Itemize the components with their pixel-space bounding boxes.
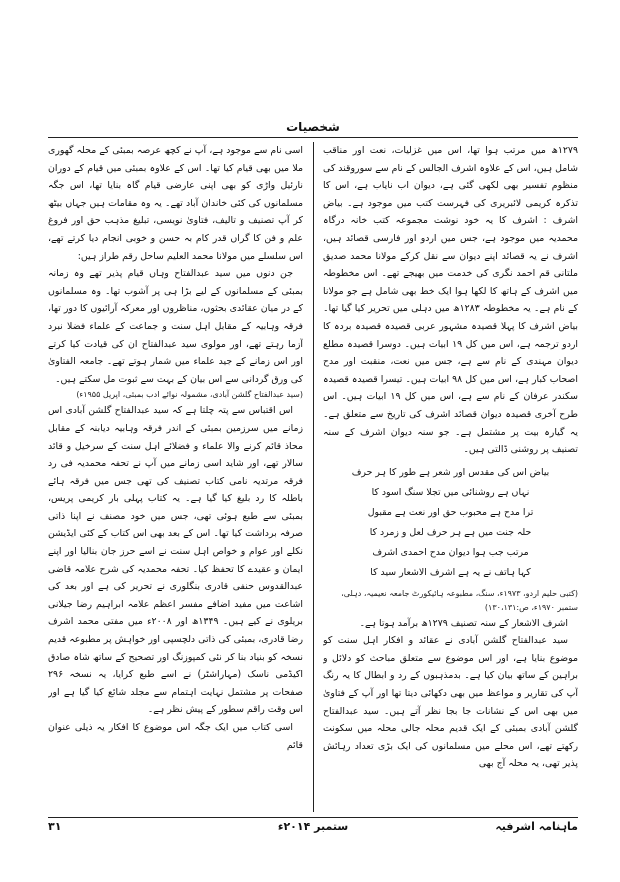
left-col-citation: (سید عبدالفتاح گلشن آبادی، مشمولہ نوائے ادب بمبئی، اپریل ۱۹۵۵ء)	[76, 390, 303, 400]
poem-line: حلہ جنت میں ہے ہر حرف لعل و زمرد کا	[369, 526, 532, 538]
poem-line: مرتب جب ہوا دیوان مدح احمدی اشرف	[372, 546, 529, 558]
footer-rule	[48, 817, 578, 818]
right-col-citation: (کتبی حلیم اردو، ۱۹۷۳ء، سنگ، مطبوعہ ہائیکورٹ جامعہ نعیمیہ، دہلی، ستمبر ۱۹۷۰ء، ص:۱۳۰،۱۳۱)	[341, 588, 578, 612]
poem-block	[323, 463, 578, 583]
column-divider	[313, 142, 314, 812]
poem-line: بیاض اس کی مقدس اور شعر ہے طور کا ہر حرف	[351, 466, 550, 478]
magazine-name: ماہنامہ اشرفیہ	[495, 820, 578, 833]
header-rule	[48, 137, 578, 138]
page-footer	[48, 820, 578, 838]
right-col-paragraph-1: ۱۲۷۹ھ میں مرتب ہوا تھا، اس میں غزلیات، نعت اور مناقب شامل ہیں، اس کے علاوہ اشرف الجالس کے نام سے سوروقند کی منظوم تفسیر بھی لکھی گئی ہے، دیوان اب نایاب ہے، اس کا تذکرہ کریمی لائبریری کی فہرست کتب میں موجود ہے۔ بیاض اشرف : اشرف کا یہ خود نوشت مجموعہ کتب خانہ درگاہ محمدیہ میں موجود ہے، جس میں اردو اور فارسی قصائد ہیں، اشرف نے یہ قصائد اپنے دیوان سے نقل کرکے مولانا محمد صدیق ملتانی قم احمد نگری کی خدمت میں بھیجے تھے۔ اس مخطوطہ میں اشرف کے ہاتھ کا لکھا ہوا ایک خط بھی شامل ہے جو مولانا کے نام ہے۔ یہ مخطوطہ ۱۲۸۳ھ میں دہلی میں تحریر کیا گیا تھا۔ بیاض اشرف کا پہلا قصیدہ مشہور عربی قصیدہ قصیدہ بردہ کا اردو ترجمہ ہے، اس میں کل ۱۹ ابیات ہیں۔ دوسرا قصیدہ مطلع دیوان مہندی کے نام سے ہے، جس میں نعت، منقبت اور مدح اصحاب کبار ہے، اس میں کل ۹۸ ابیات ہیں۔ تیسرا قصیدہ قصیدہ سکندر عرفان کے نام سے ہے، اس میں کل ۱۹ ابیات ہیں۔ اس طرح آخری قصیدہ دیوان قصائد اشرف کی تاریخ سے متعلق ہے۔ یہ گیارہ بیت پر مشتمل ہے۔ جو سنہ دیوان اشرف کے سنہ تصنیف پر روشنی ڈالتی ہیں۔	[323, 145, 578, 456]
page-header-title: شخصیات	[286, 120, 340, 134]
left-col-paragraph-1: اسی نام سے موجود ہے، آپ نے کچھ عرصہ بمبئی کے محلہ گھوری ملا میں بھی قیام کیا تھا۔ اس کے علاوہ بمبئی میں قیام کے دوران نارئیل واڑی کو بھی اپنی عارضی قیام گاہ بنایا تھا، اس جگہ مسلمانوں کی کئی خاندان آباد تھے۔ یہ وہ مقامات ہیں جہاں بیٹھ کر آپ تصنیف و تالیف، فتاویٰ نویسی، تبلیغ مذہب حق اور فروغ علم و فن کا گراں قدر کام بہ حسن و خوبی انجام دیا کرتے تھے، اس سلسلے میں مولانا محمد العلیم ساحل رقم طراز ہیں:	[48, 145, 303, 262]
right-column	[323, 142, 578, 812]
left-column	[48, 142, 303, 812]
right-col-paragraph-2: اشرف الاشعار کے سنہ تصنیف ۱۲۷۹ھ برآمد ہوتا ہے۔	[359, 617, 568, 629]
left-col-paragraph-3: اس اقتباس سے پتہ چلتا ہے کہ سید عبدالفتاح گلشن آبادی اس زمانے میں سرزمین بمبئی کے اندر فرقہ وہابیہ دیابنہ کے مقابل محاذ قائم کرنے والا علماء و فضلائے اہل سنت کے سرخیل و قائد سالار تھے، اور شاید اسی زمانے میں آپ نے تحفہ محمدیہ فی رد فرقہ مرتدیہ نامی کتاب تصنیف کی تھی جس میں فرقہ ہائے باطلہ کا رد بلیغ کیا گیا ہے۔ یہ کتاب پہلی بار کریمی پریس، بمبئی سے طبع ہوئی تھی، جس میں خود مصنف نے اپنا ذاتی صرفہ برداشت کیا تھا۔ اس کے بعد بھی اس کتاب کے کئی ایڈیشن نکلے اور عوام و خواص اہل سنت نے اسے حرز جان بنالیا اور اپنے ایمان و عقیدے کا تحفظ کیا۔ تحفہ محمدیہ کی شرح علامہ قاضی عبدالقدوس حنفی قادری بنگلوری نے تحریر کی ہے اور بعد کی اشاعت میں مفید اضافے مفسر اعظم علامہ ابراہیم رضا جیلانی بریلوی نے کیے ہیں۔ ۱۳۴۹ھ اور ۲۰۰۸ء میں مفتی محمد اشرف رضا قادری، بمبئی کی ذاتی دلچسپی اور خواہش پر مطبوعہ قدیم نسخہ کو بنیاد بنا کر نئی کمپوزنگ اور تصحیح کے ساتھ شاہ صادق اکیڈمی ناسک (مہاراشٹر) نے اسے طبع کرایا، یہ نسخہ ۲۹۶ صفحات پر مشتمل نہایت اہتمام سے مجلد شائع کیا گیا ہے اور اس وقت راقم سطور کے پیش نظر ہے۔	[48, 405, 303, 716]
right-col-paragraph-3: سید عبدالفتاح گلشن آبادی نے عقائد و افکار اہل سنت کو موضوع بنایا ہے، اور اس موضوع سے متعلق مباحث کو دلائل و براہین کے ساتھ بیان کیا ہے۔ بدمذہبوں کے رد و ابطال کا یہ رنگ آپ کی تقاریر و مواعظ میں بھی دکھائی دیتا تھا اور آپ کے فتاویٰ میں بھی اس کے نشانات جا بجا نظر آتے ہیں۔ سید عبدالفتاح گلشن آبادی بمبئی کے ایک قدیم محلہ جالی محلہ میں سکونت رکھتے تھے، اس محلے میں مسلمانوں کی ایک بڑی تعداد رہائش پذیر تھی، یہ محلہ آج بھی	[323, 635, 578, 770]
magazine-page	[48, 92, 578, 882]
poem-line: نہاں ہے روشنائی میں تجلا سنگ اسود کا	[371, 486, 530, 498]
page-number: ۳۱	[48, 820, 62, 833]
left-col-quote: جن دنوں میں سید عبدالفتاح وہاں قیام پذیر تھے وہ زمانہ بمبئی کے مسلمانوں کے لیے بڑا ہی پر آشوب تھا۔ وہ مسلمانوں کے در میان عقائدی بحثوں، مناظروں اور معرکہ آرائیوں کا دور تھا، فرقہ وہابیہ کے مقابل اہل سنت و جماعت کے علماء فضلا نبرد آزما رہتے تھے، اور مولوی سید عبدالفتاح ان کی قیادت کیا کرتے اور اس زمانے کے جید علماء میں شمار ہوتے تھے۔ جامعہ الفتاویٰ کی ورق گردانی سے اس بیان کے بہت سے ثبوت مل سکتے ہیں۔	[48, 268, 303, 385]
poem-line: کہا ہاتف نے یہ ہے اشرف الاشعار سید کا	[370, 566, 531, 578]
poem-line: ترا مدح ہے محبوب حق اور نعت ہے مقبول	[367, 506, 534, 518]
issue-date: ستمبر ۲۰۱۴ء	[277, 820, 349, 833]
left-col-paragraph-4: اسی کتاب میں ایک جگہ اس موضوع کا افکار یہ ذیلی عنوان قائم	[48, 722, 303, 751]
